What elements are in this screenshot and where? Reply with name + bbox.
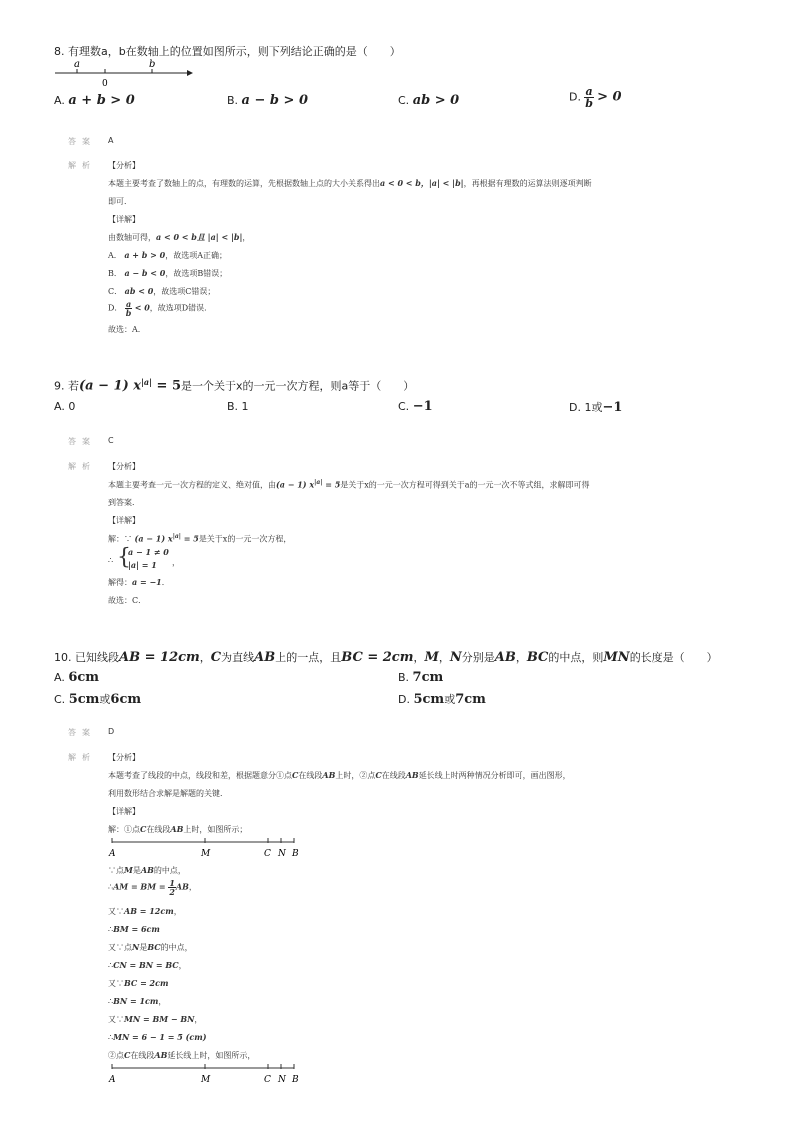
q8-option-a-math: a + b > 0	[68, 93, 135, 108]
q10-analysis-line1: 本题考查了线段的中点，线段和差，根据题意分①点C在线段AB上时，②点C在线段AB延长线上时两种情况分析即可，画出图形，	[108, 770, 571, 780]
q9-stem: 9. 若(a − 1) $x^{|a|} = 5$是一个关于x的一元一次方程，则a等于（ ）	[54, 377, 415, 394]
q8-answer: A	[108, 136, 114, 145]
q10-step-1: ∵点M是AB的中点，	[108, 865, 186, 875]
q8-axis-zero: 0	[102, 79, 108, 89]
q10-step-11: ②点C在线段AB延长线上时，如图所示，	[108, 1050, 256, 1060]
q8-fenxi: 【分析】	[108, 161, 140, 170]
q10-analysis-label: 解析	[68, 753, 96, 762]
q8-analysis-line2: 即可．	[108, 197, 132, 206]
q10-option-c[interactable]: C. 5cm或6cm	[54, 692, 142, 707]
q9-analysis-line1: 本题主要考查一元一次方程的定义、绝对值，由(a − 1) $x^{|a|} = 5$是关于x的一元一次方程可得到关于a的一元一次不等式组，求解即可得	[108, 479, 590, 490]
svg-text:M: M	[201, 1075, 211, 1085]
q8-number-line	[55, 58, 195, 90]
q8-detail-b: B． a − b < 0，故选项B错误；	[108, 268, 228, 278]
q8-stem: 8. 有理数a，b在数轴上的位置如图所示，则下列结论正确的是（ ）	[54, 45, 401, 58]
q8-conclusion: 故选：A．	[108, 325, 146, 334]
q10-step-7: 又∵BC = 2cm	[108, 978, 169, 988]
q8-option-d-fraction: $\frac{a}{b}$	[585, 85, 593, 110]
svg-text:B: B	[292, 849, 299, 859]
q9-option-a[interactable]: A. 0	[54, 400, 76, 413]
q8-option-c[interactable]: C. ab > 0	[398, 93, 460, 108]
q10-answer-label: 答案	[68, 728, 96, 737]
q10-option-b[interactable]: B. 7cm	[398, 670, 444, 685]
q10-option-a[interactable]: A. 6cm	[54, 670, 100, 685]
q8-detail-d: D． $\frac{a}{b}$ < 0，故选项D错误．	[108, 299, 213, 318]
q10-xiangjie: 【详解】	[108, 807, 140, 816]
q8-detail-a: A． a + b > 0，故选项A正确；	[108, 250, 227, 260]
q9-detail-3: 解得：a = −1．	[108, 577, 170, 587]
q10-answer: D	[108, 727, 115, 736]
q10-option-d[interactable]: D. 5cm或7cm	[398, 692, 486, 707]
q9-conclusion: 故选：C．	[108, 596, 147, 605]
q10-analysis-line2: 利用数形结合求解是解题的关键．	[108, 789, 228, 798]
q9-answer-label: 答案	[68, 437, 96, 446]
svg-text:N: N	[278, 849, 286, 859]
q8-option-d[interactable]: D. $\frac{a}{b}$ > 0	[569, 85, 622, 110]
q8-option-b-math: a − b > 0	[241, 93, 308, 108]
q10-stem: 10. 已知线段AB = 12cm，C为直线AB上的一点，且BC = 2cm，M，N分别是AB，BC的中点，则MN的长度是（ ）	[54, 650, 718, 665]
q10-step-10: ∴MN = 6 − 1 = 5 (cm)	[108, 1032, 207, 1042]
q9-fenxi: 【分析】	[108, 462, 140, 471]
q8-option-c-math: ab > 0	[412, 93, 460, 108]
q8-axis-b: b	[149, 59, 156, 70]
q10-step-2: ∴AM = BM = $\frac{1}{2}$ AB，	[108, 878, 197, 897]
q9-answer: C	[108, 436, 114, 445]
q10-detail-1: 解：①点C在线段AB上时，如图所示；	[108, 824, 248, 834]
svg-text:N: N	[278, 1075, 286, 1085]
q10-step-8: ∴BN = 1cm，	[108, 996, 167, 1006]
svg-text:A: A	[109, 1075, 116, 1085]
q9-option-d[interactable]: D. 1或−1	[569, 400, 623, 415]
q8-xiangjie: 【详解】	[108, 215, 140, 224]
svg-text:M: M	[201, 849, 211, 859]
q10-step-6: ∴CN = BN = BC，	[108, 960, 187, 970]
svg-text:B: B	[292, 1075, 299, 1085]
svg-text:C: C	[264, 1075, 271, 1085]
q8-option-b[interactable]: B. a − b > 0	[227, 93, 308, 108]
q8-answer-label: 答案	[68, 137, 96, 146]
q10-segment-figure-1	[108, 836, 308, 860]
q10-step-4: ∴BM = 6cm	[108, 924, 160, 934]
q9-analysis-label: 解析	[68, 462, 96, 471]
q10-segment-figure-2	[108, 1062, 308, 1086]
q9-option-b[interactable]: B. 1	[227, 400, 249, 413]
q9-detail-1: 解：∵ (a − 1) $x^{|a|} = 5$是关于x的一元一次方程，	[108, 533, 292, 544]
q10-fenxi: 【分析】	[108, 753, 140, 762]
q10-step-5: 又∵点N是BC的中点，	[108, 942, 193, 952]
q9-xiangjie: 【详解】	[108, 516, 140, 525]
q8-detail-c: C． ab < 0，故选项C错误；	[108, 286, 216, 296]
q8-analysis-line1: 本题主要考查了数轴上的点，有理数的运算，先根据数轴上点的大小关系得出a < 0 < b，|a| < |b|，再根据有理数的运算法则逐项判断	[108, 178, 592, 188]
q9-option-c[interactable]: C. −1	[398, 399, 433, 414]
q8-option-a[interactable]: A. a + b > 0	[54, 93, 135, 108]
q8-analysis-label: 解析	[68, 161, 96, 170]
svg-text:C: C	[264, 849, 271, 859]
q10-step-9: 又∵MN = BM − BN，	[108, 1014, 203, 1024]
svg-text:A: A	[109, 849, 116, 859]
q10-step-3: 又∵AB = 12cm，	[108, 906, 182, 916]
q9-analysis-line2: 到答案．	[108, 498, 140, 507]
q8-detail-1: 由数轴可得，a < 0 < b且 |a| < |b|，	[108, 232, 251, 242]
q8-axis-a: a	[74, 59, 80, 70]
